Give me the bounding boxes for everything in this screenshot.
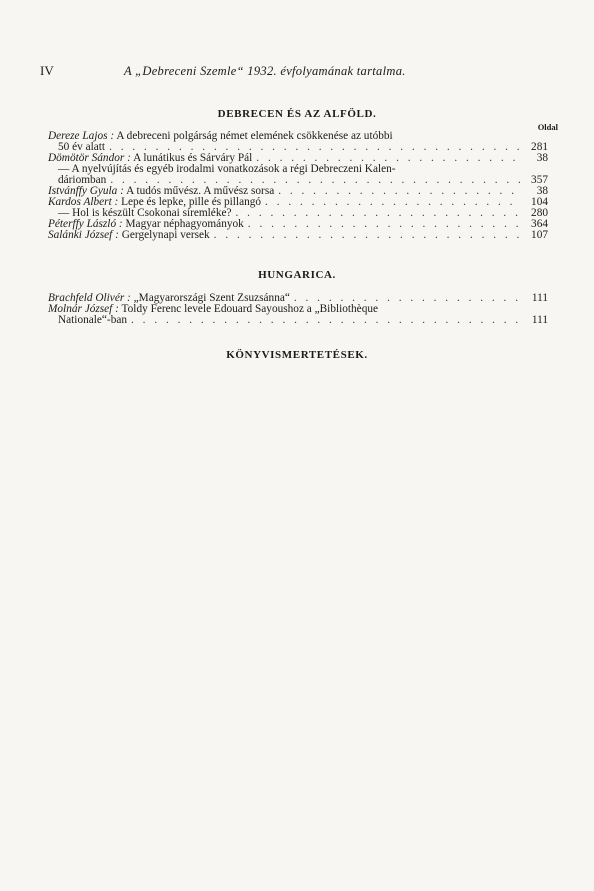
toc-entry: [48, 230, 548, 241]
entry-title-cont: 50 év alatt: [58, 141, 106, 153]
section-title-reviews: KÖNYVISMERTETÉSEK.: [226, 349, 368, 361]
entry-title: A debreceni polgárság német elemének csökkenése az utóbbi: [116, 130, 393, 142]
entry-title-cont: dáriomban: [58, 174, 107, 186]
entry-author: Dereze Lajos :: [48, 130, 115, 142]
entry-page: 38: [536, 185, 548, 197]
entry-author: Brachfeld Olivér :: [48, 292, 131, 304]
entry-title-cont: Nationale“-ban: [58, 314, 128, 326]
entry-title: Gergelynapi versek: [121, 229, 210, 241]
entry-page: 111: [531, 292, 548, 304]
entry-title: Lepe és lepke, pille és pillangó: [121, 196, 262, 208]
entry-title: — Hol is készült Csokonai síremléke?: [58, 207, 232, 219]
entry-page: 281: [531, 141, 548, 153]
entry-page: 38: [536, 152, 548, 164]
entry-title: — A nyelvújítás és egyéb irodalmi vonatkozások a régi Debreczeni Kalen-: [58, 163, 396, 175]
page-number: IV: [40, 63, 54, 78]
entry-author: Dömötör Sándor :: [48, 152, 131, 164]
entry-title: Magyar néphagyományok: [125, 218, 244, 230]
toc-hungarica: [48, 293, 548, 326]
section-title-debrecen: DEBRECEN ÉS AZ ALFÖLD.: [217, 108, 377, 120]
entry-title: A lunátikus és Sárváry Pál: [133, 152, 253, 164]
entry-author: Kardos Albert :: [48, 196, 119, 208]
entry-author: Molnár József :: [48, 303, 119, 315]
page-column-label: Oldal: [537, 122, 558, 132]
toc-entry: [48, 304, 548, 326]
section-title-hungarica: HUNGARICA.: [258, 269, 336, 281]
entry-page: 111: [531, 314, 548, 326]
toc-entry: [48, 131, 548, 153]
entry-page: 280: [531, 207, 548, 219]
entry-title: „Magyarországi Szent Zsuzsánna“: [133, 292, 290, 304]
entry-author: Péterffy László :: [48, 218, 123, 230]
entry-title: A tudós művész. A művész sorsa: [126, 185, 275, 197]
toc-debrecen: [48, 131, 548, 241]
entry-author: Salánki József :: [48, 229, 119, 241]
entry-page: 357: [531, 174, 548, 186]
entry-page: 364: [531, 218, 548, 230]
running-header: [40, 63, 554, 79]
entry-title: Toldy Ferenc levele Edouard Sayoushoz a „Bibliothèque: [121, 303, 378, 315]
entry-page: 107: [531, 229, 548, 241]
running-title: A „Debreceni Szemle“ 1932. évfolyamának tartalma.: [124, 64, 406, 78]
entry-page: 104: [531, 196, 548, 208]
toc-entry: [48, 164, 548, 186]
entry-author: Istvánffy Gyula :: [48, 185, 124, 197]
